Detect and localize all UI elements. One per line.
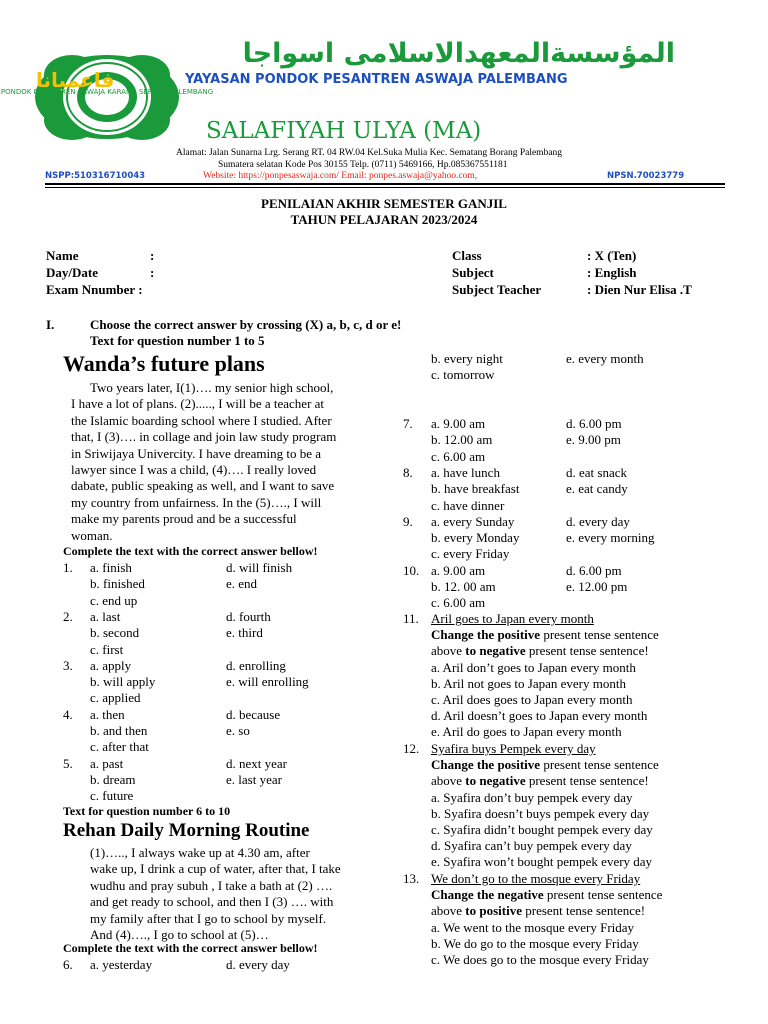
option-c[interactable]: c. 6.00 am [431, 448, 486, 464]
passage1-line: lawyer since I was a child, (4)…. I really loved [71, 462, 317, 477]
subject-label: Subject [452, 265, 494, 280]
instruction-part: above [431, 773, 466, 789]
answer-option[interactable]: e. Syafira won’t bought pempek every day [431, 854, 653, 870]
passage2-line: And (4)…., I go to school at (5)… [90, 927, 269, 942]
question-instruction-line-2 [431, 773, 649, 789]
instruction-bold-part: to positive [465, 903, 522, 919]
option-b[interactable]: b. have breakfast [431, 481, 520, 497]
answer-option[interactable]: e. Aril do goes to Japan every month [431, 724, 622, 740]
question-sentence: Aril goes to Japan every month [431, 611, 594, 626]
instruction-bold-part: to negative [465, 643, 526, 659]
option-e[interactable]: e. 12.00 pm [566, 579, 628, 594]
answer-option[interactable]: c. Aril does goes to Japan every month [431, 692, 633, 707]
option-a[interactable]: a. 9.00 am [431, 416, 486, 431]
passage2-line: my family after that I go to school by myself. [90, 910, 327, 926]
option-d[interactable]: d. because [226, 706, 281, 722]
passage1-title: Wanda’s future plans [63, 351, 265, 376]
header-divider-thin [45, 187, 725, 188]
option-e[interactable]: e. eat candy [566, 481, 628, 497]
passage1-line: Two years later, I(1)…. my senior high school, [90, 380, 334, 395]
question-6-option-c[interactable]: c. tomorrow [431, 367, 495, 382]
question-number: 2. [63, 608, 73, 624]
option-d[interactable]: d. 6.00 pm [566, 416, 622, 431]
instruction-bold-part: Change the positive [431, 757, 541, 773]
question-number: 13. [403, 871, 420, 886]
passage1-line: the Islamic boarding school where I studied. After [71, 412, 332, 428]
answer-option[interactable]: a. Aril don’t goes to Japan every month [431, 659, 636, 675]
option-d[interactable]: d. every day [566, 513, 630, 529]
foundation-name: YAYASAN PONDOK PESANTREN ASWAJA PALEMBANG [185, 72, 568, 87]
passage1-line: woman. [71, 527, 113, 543]
option-a[interactable]: a. every Sunday [431, 513, 515, 529]
address-line-2: Sumatera selatan Kode Pos 30155 Telp. (0711) 5469166, Hp.085367551181 [218, 160, 508, 170]
class-label: Class [452, 248, 482, 263]
option-d[interactable]: d. will finish [226, 560, 293, 575]
instruction-bold-part: Change the positive [431, 627, 541, 643]
answer-option[interactable]: c. Syafira didn’t bought pempek every day [431, 822, 653, 837]
name-colon: : [150, 248, 155, 263]
question-number: 7. [403, 416, 413, 431]
teacher-value: : Dien Nur Elisa .T [587, 282, 692, 297]
option-c[interactable]: c. future [90, 788, 134, 804]
question-6-number: 6. [63, 957, 73, 972]
instruction-part: present tense sentence [540, 627, 659, 643]
logo-ring-text: PONDOK PESANTREN ASWAJA KARANG SERANG PALEMBANG [0, 88, 214, 96]
question-number: 10. [403, 562, 420, 578]
question-number: 1. [63, 560, 73, 575]
complete-instruction-1: Complete the text with the correct answer bellow! [63, 544, 318, 558]
question-number: 3. [63, 657, 73, 673]
option-a[interactable]: a. then [90, 706, 125, 722]
logo-arabic-script: فاعميانا [36, 68, 115, 92]
instruction-bold-part: Change the negative [431, 887, 544, 903]
question-instruction-line-1 [431, 627, 659, 643]
option-b[interactable]: b. will apply [90, 674, 156, 690]
option-a[interactable]: a. last [90, 608, 121, 624]
option-a[interactable]: a. past [90, 755, 124, 771]
answer-option[interactable]: d. Aril doesn’t goes to Japan every month [431, 708, 648, 724]
school-logo [0, 50, 214, 144]
option-b[interactable]: b. and then [90, 723, 148, 738]
exam-title: PENILAIAN AKHIR SEMESTER GANJIL [261, 196, 507, 211]
exam-number-label: Exam Nnumber : [46, 282, 143, 297]
option-a[interactable]: a. finish [90, 560, 132, 575]
answer-option[interactable]: a. Syafira don’t buy pempek every day [431, 789, 633, 805]
question-number: 11. [403, 611, 419, 626]
school-name: SALAFIYAH ULYA (MA) [206, 118, 482, 144]
answer-option[interactable]: b. Aril not goes to Japan every month [431, 675, 626, 691]
question-instruction-line-2 [431, 903, 645, 919]
option-b[interactable]: b. every Monday [431, 530, 520, 546]
instruction-part: present tense sentence! [525, 773, 649, 789]
question-number: 9. [403, 513, 413, 529]
question-sentence: We don’t go to the mosque every Friday [431, 871, 641, 886]
exam-year: TAHUN PELAJARAN 2023/2024 [290, 212, 478, 227]
instruction-bold-part: to negative [465, 773, 526, 789]
answer-option[interactable]: b. Syafira doesn’t buys pempek every day [431, 805, 650, 821]
passage1-line: I have a lot of plans. (2)....., I will be a teacher at [71, 396, 325, 412]
website-email: Website: https://ponpesaswaja.com/ Email: ponpes.aswaja@yahoo.com, [203, 171, 478, 181]
question-6-option-d[interactable]: d. every day [226, 957, 290, 972]
question-instruction-line-1 [431, 887, 662, 903]
passage2-line: wake up, I drink a cup of water, after that, I take [90, 861, 341, 877]
instruction-part: present tense sentence [540, 757, 659, 773]
option-b[interactable]: b. dream [90, 771, 136, 787]
passage1-line: that, I (3)…. in collage and join law study program [71, 429, 337, 445]
option-a[interactable]: a. 9.00 am [431, 562, 486, 578]
option-e[interactable]: e. last year [226, 771, 282, 787]
instruction-part: above [431, 903, 466, 919]
option-b[interactable]: b. 12.00 am [431, 432, 493, 448]
option-e[interactable]: e. third [226, 625, 263, 641]
option-d[interactable]: d. fourth [226, 608, 271, 624]
option-b[interactable]: b. second [90, 625, 140, 641]
option-e[interactable]: e. every morning [566, 530, 655, 546]
npsn-number: NPSN.70023779 [607, 171, 685, 181]
option-e[interactable]: e. 9.00 pm [566, 432, 621, 448]
passage2-title: Rehan Daily Morning Routine [63, 820, 310, 841]
answer-option[interactable]: d. Syafira can’t buy pempek every day [431, 838, 632, 854]
date-label: Day/Date [46, 265, 98, 280]
question-number: 12. [403, 741, 420, 756]
passage1-line: make my parents proud and be a successful [71, 511, 297, 527]
option-c[interactable]: c. after that [90, 739, 149, 755]
passage1-line: dabate, public speaking as well, and I want to save [71, 478, 335, 494]
section-numeral: I. [46, 317, 55, 332]
passage2-line: and get ready to school, and then I (3) …. with [90, 894, 334, 910]
option-c[interactable]: c. end up [90, 592, 138, 608]
address-line-1: Alamat: Jalan Sunarna Lrg. Serang RT. 04 RW.04 Kel.Suka Mulia Kec. Sematang Borang Palembang [176, 148, 563, 158]
section-instruction: Choose the correct answer by crossing (X) a, b, c, d or e! [90, 317, 402, 332]
question-6-option-e[interactable]: e. every month [566, 351, 644, 366]
instruction-part: present tense sentence! [522, 903, 646, 919]
option-a[interactable]: a. apply [90, 657, 132, 673]
option-c[interactable]: c. first [90, 641, 124, 657]
option-b[interactable]: b. 12. 00 am [431, 579, 496, 594]
passage2-line: wudhu and pray subuh , I take a bath at (2) …. [90, 877, 333, 893]
option-c[interactable]: c. every Friday [431, 546, 510, 562]
option-d[interactable]: d. 6.00 pm [566, 562, 622, 578]
passage1-line: my country from unfairness. In the (5)…., I will [71, 494, 322, 510]
question-instruction-line-2 [431, 643, 649, 659]
option-b[interactable]: b. finished [90, 576, 145, 592]
subject-value: : English [587, 265, 637, 280]
class-value: : X (Ten) [587, 248, 637, 263]
answer-option[interactable]: c. We does go to the mosque every Friday [431, 952, 649, 967]
complete-instruction-2: Complete the text with the correct answer bellow! [63, 941, 318, 955]
answer-option[interactable]: b. We do go to the mosque every Friday [431, 935, 639, 951]
passage2-line: (1)….., I always wake up at 4.30 am, after [90, 845, 310, 860]
question-number: 8. [403, 464, 413, 480]
question-instruction-line-1 [431, 757, 659, 773]
option-c[interactable]: c. have dinner [431, 497, 505, 513]
name-label: Name [46, 248, 79, 263]
question-number: 4. [63, 706, 73, 722]
nspp-number: NSPP:510316710043 [45, 171, 146, 181]
question-sentence: Syafira buys Pempek every day [431, 741, 596, 756]
text-for-q1-5: Text for question number 1 to 5 [90, 333, 265, 348]
option-c[interactable]: c. applied [90, 690, 141, 706]
instruction-part: above [431, 643, 466, 659]
question-6-option-a[interactable]: a. yesterday [90, 957, 153, 972]
date-colon: : [150, 265, 155, 280]
option-d[interactable]: d. eat snack [566, 464, 628, 480]
option-d[interactable]: d. next year [226, 755, 288, 771]
option-e[interactable]: e. will enrolling [226, 674, 309, 690]
option-e[interactable]: e. end [226, 576, 258, 592]
arabic-foundation-name: المؤسسةالمعهدالاسلامى اسواجا [242, 38, 675, 69]
instruction-part: present tense sentence [543, 887, 663, 903]
question-6-option-b[interactable]: b. every night [431, 351, 503, 366]
header-divider-thick [45, 183, 725, 185]
option-a[interactable]: a. have lunch [431, 464, 500, 480]
teacher-label: Subject Teacher [452, 282, 542, 297]
option-c[interactable]: c. 6.00 am [431, 595, 486, 611]
option-d[interactable]: d. enrolling [226, 657, 286, 673]
text-for-q6-10: Text for question number 6 to 10 [63, 804, 231, 818]
question-number: 5. [63, 755, 73, 771]
answer-option[interactable]: a. We went to the mosque every Friday [431, 919, 635, 935]
option-e[interactable]: e. so [226, 723, 250, 738]
instruction-part: present tense sentence! [525, 643, 649, 659]
passage1-line: in Sriwijaya Univercity. I have dreaming to be a [71, 445, 322, 461]
